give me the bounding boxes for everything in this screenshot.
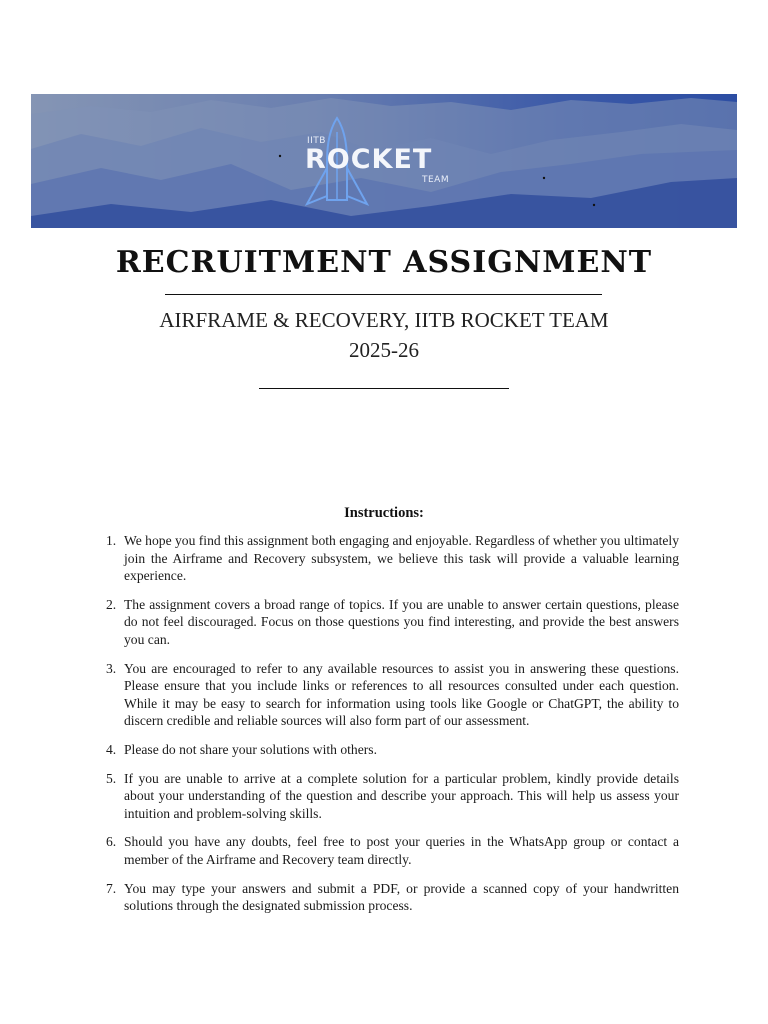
list-item [106, 532, 679, 585]
document-title: RECRUITMENT ASSIGNMENT [115, 245, 653, 280]
list-item-number: 7. [106, 880, 117, 896]
title-divider [165, 294, 602, 295]
list-item-text: If you are unable to arrive at a complete solution for a particular problem, kindly provide details about your understanding of the question and describe your approach. This will help us assess your intuition and problem-solving skills. [124, 770, 679, 821]
list-item-number: 1. [106, 533, 117, 548]
list-item [106, 880, 679, 915]
iitb-rocket-team-logo [301, 116, 461, 216]
list-item [106, 833, 679, 868]
subtitle-divider [259, 388, 509, 389]
list-item-number: 3. [106, 660, 117, 676]
list-item [106, 596, 679, 649]
list-item [106, 770, 679, 823]
list-item-text: You may type your answers and submit a PDF, or provide a scanned copy of your handwritten solutions through the designated submission process. [124, 880, 679, 914]
list-item [106, 660, 679, 730]
instructions-heading: Instructions: [344, 505, 424, 521]
instructions-list [106, 532, 679, 926]
subtitle-line-year: 2025-26 [349, 338, 419, 362]
logo-rocket-text: ROCKET [305, 144, 433, 175]
list-item-text: The assignment covers a broad range of topics. If you are unable to answer certain questions, please do not feel discouraged. Focus on those questions you find interesting, and provide the best answers you can. [124, 596, 679, 647]
list-item-number: 5. [106, 770, 117, 786]
logo-iitb-text: IITB [307, 136, 326, 146]
header-banner [31, 94, 737, 228]
list-item-number: 4. [106, 741, 117, 757]
list-item-text: Please do not share your solutions with others. [124, 741, 377, 757]
logo-team-text: TEAM [422, 175, 450, 185]
list-item-text: Should you have any doubts, feel free to post your queries in the WhatsApp group or contact a member of the Airframe and Recovery team directly. [124, 834, 679, 867]
document-subtitle [0, 305, 768, 365]
list-item-text: We hope you find this assignment both engaging and enjoyable. Regardless of whether you ultimately join the Airframe and Recovery subsystem, we believe this task will provide a valuable learning experience. [124, 533, 679, 584]
list-item [106, 741, 679, 759]
subtitle-line-team: AIRFRAME & RECOVERY, IITB ROCKET TEAM [159, 308, 609, 332]
list-item-number: 2. [106, 596, 117, 612]
list-item-number: 6. [106, 834, 117, 850]
list-item-text: You are encouraged to refer to any available resources to assist you in answering these questions. Please ensure that you include links or references to all resources consulted under each question. While it may be easy to search for information using tools like Google or ChatGPT, the ability to discern credible and reliable sources will also form part of our assessment. [124, 660, 679, 729]
